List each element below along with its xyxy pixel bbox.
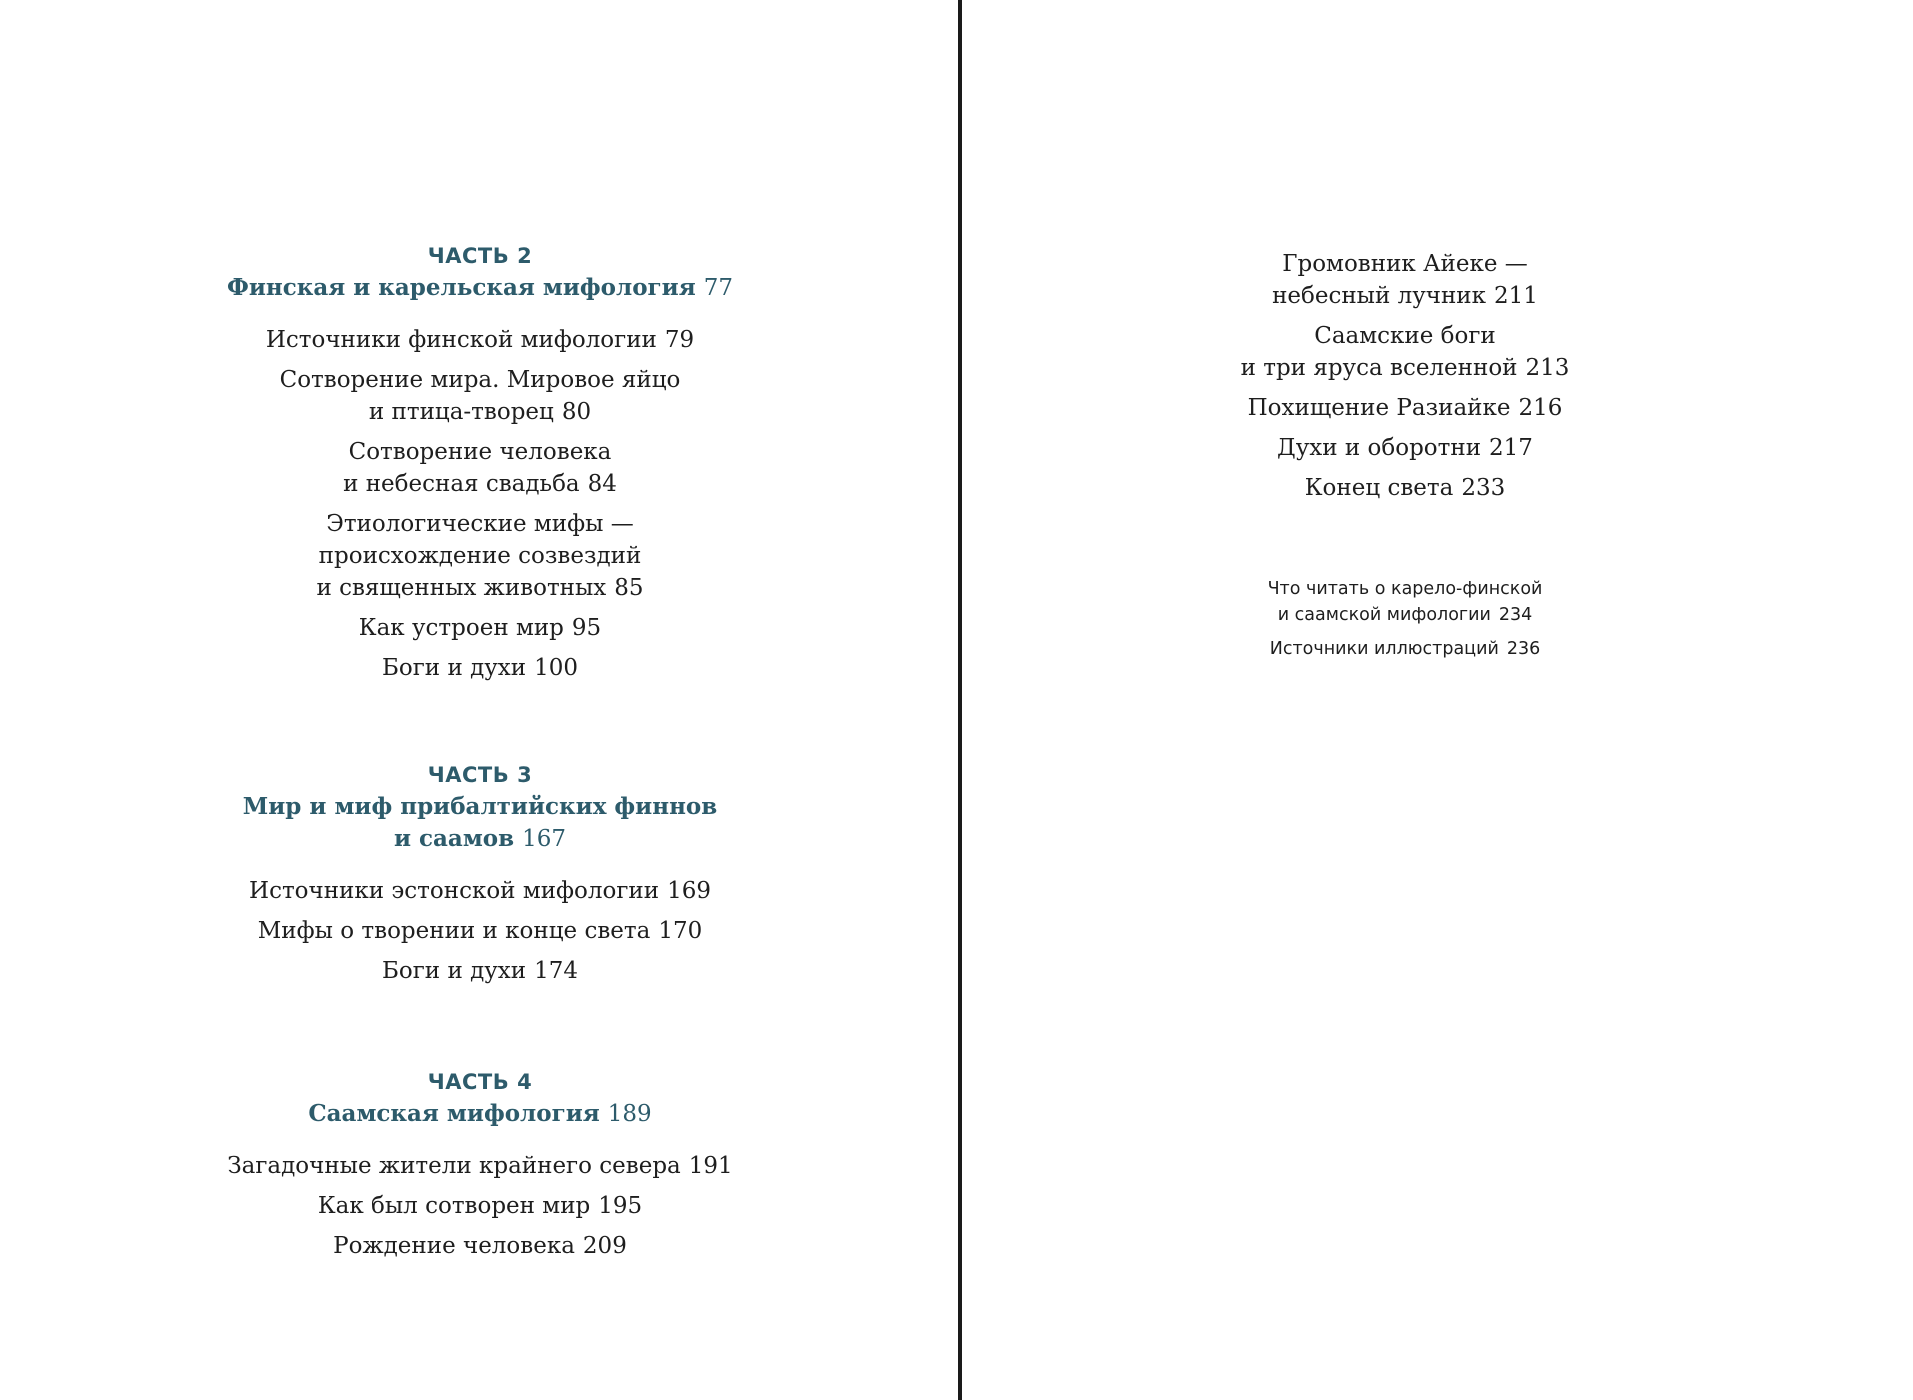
part-title: Финская и карельская мифология 77 [227, 274, 733, 301]
toc-item[interactable]: Источники финской мифологии 79 [265, 327, 695, 353]
page-number: 211 [1494, 283, 1538, 309]
page-number: 191 [688, 1153, 733, 1179]
back-matter-list [1025, 576, 1785, 662]
toc-list [100, 875, 860, 987]
toc-item[interactable]: Этиологические мифы — происхождение созвездий и священных животных 85 [316, 511, 644, 601]
toc-item[interactable]: Саамские боги и три яруса вселенной 213 [1240, 323, 1570, 381]
toc-item[interactable]: Конец света 233 [1304, 475, 1506, 501]
part-label: ЧАСТЬ 4 [427, 1070, 533, 1094]
toc-list [100, 324, 860, 684]
toc-item[interactable]: Источники иллюстраций 236 [1269, 639, 1541, 659]
toc-item[interactable]: Рождение человека 209 [333, 1233, 627, 1259]
page-number: 169 [667, 878, 711, 904]
page-number: 167 [522, 826, 567, 852]
part-4-section [100, 1066, 860, 1270]
page-number: 79 [664, 327, 695, 353]
part-label: ЧАСТЬ 2 [427, 244, 533, 268]
toc-item[interactable]: Как устроен мир 95 [358, 615, 602, 641]
page-number: 80 [561, 399, 592, 425]
toc-item[interactable]: Сотворение мира. Мировое яйцо и птица-творец 80 [279, 367, 681, 425]
toc-item[interactable]: Духи и оборотни 217 [1277, 435, 1533, 461]
page-number: 217 [1489, 435, 1533, 461]
part-title: Саамская мифология 189 [308, 1100, 652, 1127]
page-number: 233 [1461, 475, 1506, 501]
toc-list [100, 1150, 860, 1262]
toc-item[interactable]: Громовник Айеке — небесный лучник 211 [1272, 251, 1538, 309]
page-number: 100 [534, 655, 578, 681]
toc-list [1025, 248, 1785, 504]
page-number: 189 [607, 1101, 652, 1127]
part-label: ЧАСТЬ 3 [427, 763, 533, 787]
toc-item[interactable]: Боги и духи 100 [382, 655, 578, 681]
toc-item[interactable]: Мифы о творении и конце света 170 [257, 918, 703, 944]
page-number: 195 [598, 1193, 643, 1219]
toc-item[interactable]: Что читать о карело-финской и саамской мифологии 234 [1267, 579, 1543, 625]
page-number: 85 [614, 575, 644, 601]
page-number: 77 [703, 275, 733, 301]
toc-item[interactable]: Сотворение человека и небесная свадьба 84 [343, 439, 617, 497]
toc-item[interactable]: Загадочные жители крайнего севера 191 [227, 1153, 733, 1179]
toc-item[interactable]: Похищение Разиайке 216 [1247, 395, 1563, 421]
page-number: 170 [658, 918, 703, 944]
page-number: 95 [571, 615, 602, 641]
part-title: Мир и миф прибалтийских финнов и саамов 167 [242, 793, 718, 852]
part-2-section [100, 240, 860, 692]
page-number: 216 [1518, 395, 1563, 421]
page-number: 213 [1525, 355, 1570, 381]
part-4-continued [1025, 248, 1785, 670]
toc-item[interactable]: Как был сотворен мир 195 [317, 1193, 643, 1219]
page-number: 84 [587, 471, 617, 497]
page-number: 174 [534, 958, 578, 984]
book-spine [958, 0, 962, 1400]
toc-item[interactable]: Боги и духи 174 [382, 958, 578, 984]
page-number: 236 [1506, 639, 1541, 659]
toc-item[interactable]: Источники эстонской мифологии 169 [249, 878, 711, 904]
part-3-section [100, 759, 860, 995]
page-number: 234 [1498, 605, 1533, 625]
right-page [963, 0, 1913, 1400]
page-number: 209 [582, 1233, 627, 1259]
